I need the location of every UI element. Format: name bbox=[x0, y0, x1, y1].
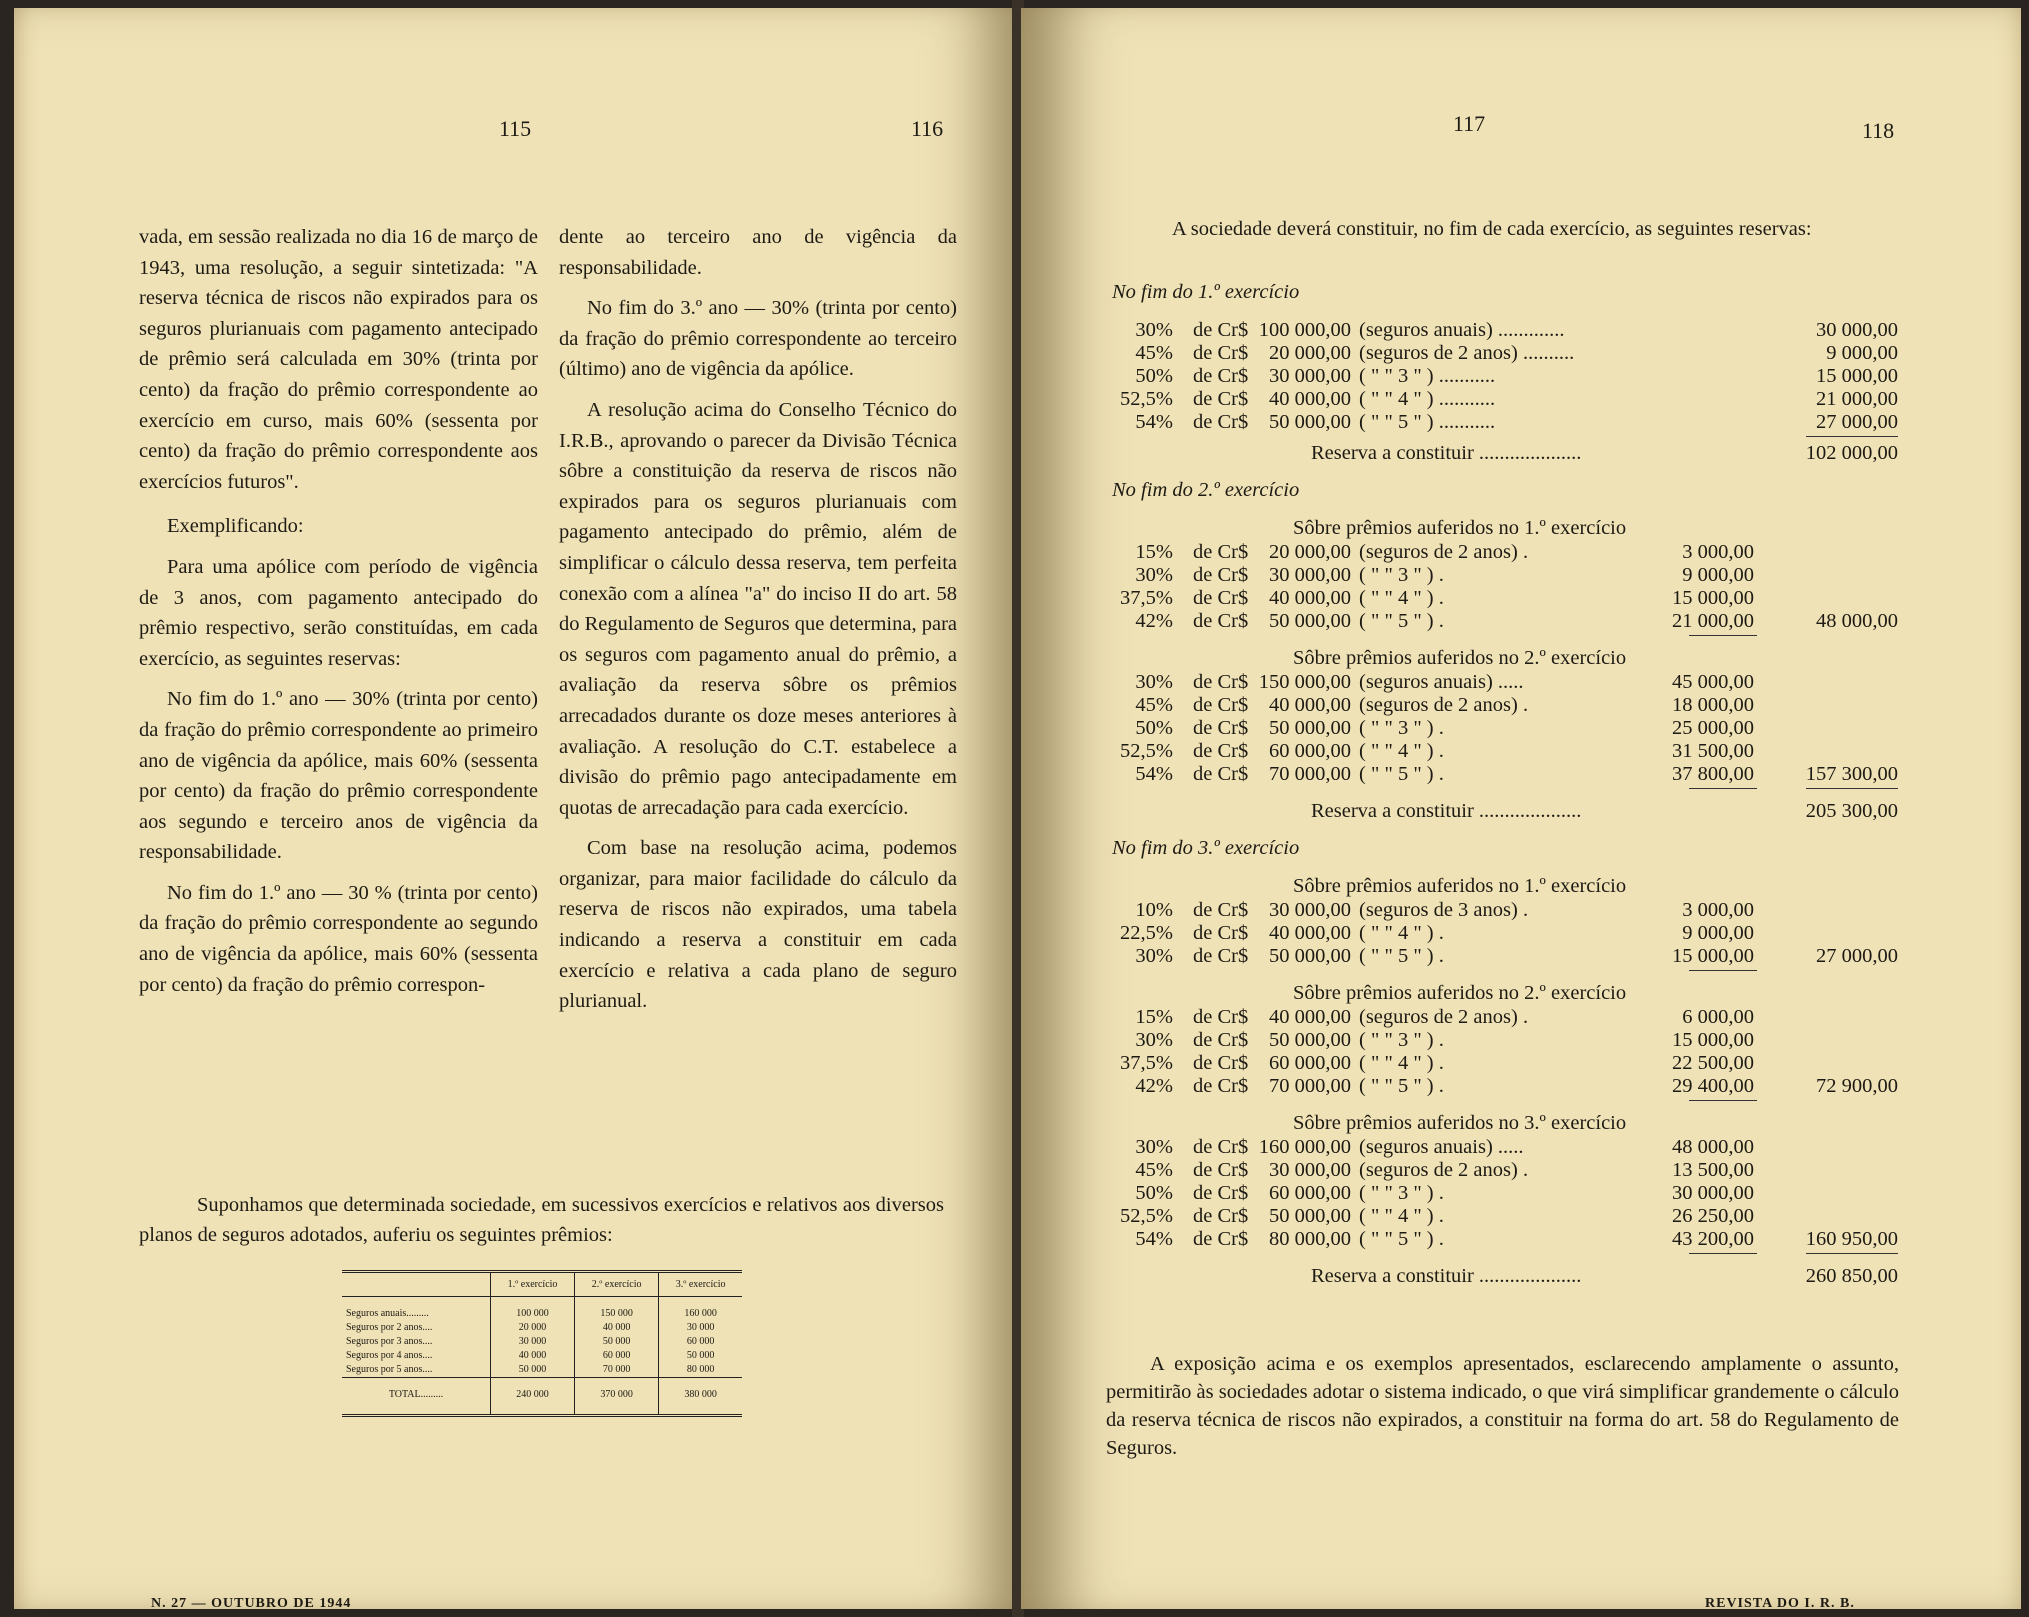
premium-amount: 40 000,00 bbox=[1269, 587, 1351, 609]
premium-amount: 20 000,00 bbox=[1269, 342, 1351, 364]
total-cell: 370 000 bbox=[575, 1378, 659, 1415]
right-page bbox=[1021, 8, 2021, 1609]
currency-label: de Cr$ bbox=[1193, 922, 1249, 944]
percentage: 54% bbox=[1135, 411, 1173, 433]
ledger-row bbox=[1021, 740, 2021, 763]
plan-detail: ( " " 5 " ) ........... bbox=[1359, 411, 1496, 433]
percentage: 37,5% bbox=[1120, 1052, 1173, 1074]
ledger-row bbox=[1021, 411, 2021, 434]
premium-amount: 40 000,00 bbox=[1269, 694, 1351, 716]
currency-label: de Cr$ bbox=[1193, 564, 1249, 586]
cell: 60 000 bbox=[659, 1335, 742, 1349]
group-subtitle: Sôbre prêmios auferidos no 1.º exercício bbox=[1293, 517, 1627, 539]
premium-amount: 50 000,00 bbox=[1269, 717, 1351, 739]
ledger-row bbox=[1021, 1052, 2021, 1075]
plan-detail: (seguros anuais) ............. bbox=[1359, 319, 1565, 341]
plan-detail: (seguros de 2 anos) .......... bbox=[1359, 342, 1575, 364]
total-cell: 240 000 bbox=[491, 1378, 575, 1415]
currency-label: de Cr$ bbox=[1193, 342, 1249, 364]
percentage: 54% bbox=[1135, 763, 1173, 785]
reserve-amount: 22 500,00 bbox=[1672, 1052, 1754, 1074]
ledger-row bbox=[1021, 1228, 2021, 1251]
ledger-row bbox=[1021, 564, 2021, 587]
currency-label: de Cr$ bbox=[1193, 694, 1249, 716]
reserve-amount: 15 000,00 bbox=[1672, 587, 1754, 609]
reserve-amount: 29 400,00 bbox=[1672, 1075, 1754, 1097]
percentage: 30% bbox=[1135, 671, 1173, 693]
group-subtitle: Sôbre prêmios auferidos no 2.º exercício bbox=[1293, 982, 1627, 1004]
currency-label: de Cr$ bbox=[1193, 587, 1249, 609]
subtotal-rule bbox=[1689, 635, 1757, 636]
plan-detail: ( " " 4 " ) . bbox=[1359, 1205, 1444, 1227]
currency-label: de Cr$ bbox=[1193, 1136, 1249, 1158]
page-number-115: 115 bbox=[499, 116, 532, 141]
reserve-amount: 30 000,00 bbox=[1816, 319, 1898, 341]
reserve-label: Reserva a constituir .................... bbox=[1311, 800, 1582, 822]
percentage: 15% bbox=[1135, 541, 1173, 563]
percentage: 30% bbox=[1135, 945, 1173, 967]
subtotal-rule bbox=[1689, 1100, 1757, 1101]
premium-amount: 70 000,00 bbox=[1269, 1075, 1351, 1097]
percentage: 42% bbox=[1135, 1075, 1173, 1097]
premium-amount: 70 000,00 bbox=[1269, 763, 1351, 785]
plan-detail: ( " " 4 " ) . bbox=[1359, 587, 1444, 609]
cell: 150 000 bbox=[575, 1297, 659, 1322]
currency-label: de Cr$ bbox=[1193, 1182, 1249, 1204]
left-page bbox=[14, 8, 1017, 1609]
total-cell: 380 000 bbox=[659, 1378, 742, 1415]
plan-detail: (seguros anuais) ..... bbox=[1359, 1136, 1524, 1158]
premium-amount: 60 000,00 bbox=[1269, 1052, 1351, 1074]
plan-detail: (seguros de 2 anos) . bbox=[1359, 1006, 1529, 1028]
table-row bbox=[342, 1363, 742, 1378]
cell: 20 000 bbox=[491, 1321, 575, 1335]
paragraph: Exemplificando: bbox=[167, 515, 304, 538]
cell: 50 000 bbox=[575, 1335, 659, 1349]
row-label: Seguros por 4 anos.... bbox=[346, 1350, 433, 1361]
plan-detail: ( " " 3 " ) . bbox=[1359, 717, 1444, 739]
table-row bbox=[342, 1335, 742, 1349]
group-total: 72 900,00 bbox=[1816, 1075, 1898, 1097]
plan-detail: ( " " 3 " ) ........... bbox=[1359, 365, 1496, 387]
plan-detail: ( " " 3 " ) . bbox=[1359, 564, 1444, 586]
reserve-amount: 30 000,00 bbox=[1672, 1182, 1754, 1204]
page-number-117: 117 bbox=[1453, 111, 1486, 136]
premium-amount: 40 000,00 bbox=[1269, 922, 1351, 944]
closing-paragraph: A exposição acima e os exemplos apresentados, esclarecendo amplamente o assunto, permitirão às sociedades adotar o sistema indicado, o que virá simplificar grandemente o cálculo da reserva técnica de riscos não expirados, a constituir na forma do art. 58 do Regulamento de Seguros. bbox=[1106, 1353, 1899, 1459]
reserve-amount: 45 000,00 bbox=[1672, 671, 1754, 693]
cell: 60 000 bbox=[575, 1349, 659, 1363]
cell: 100 000 bbox=[491, 1297, 575, 1322]
currency-label: de Cr$ bbox=[1193, 610, 1249, 632]
premium-amount: 40 000,00 bbox=[1269, 388, 1351, 410]
plan-detail: (seguros de 2 anos) . bbox=[1359, 1159, 1529, 1181]
premium-amount: 100 000,00 bbox=[1258, 319, 1351, 341]
premium-amount: 50 000,00 bbox=[1269, 1029, 1351, 1051]
ledger-row bbox=[1021, 694, 2021, 717]
ledger-row bbox=[1021, 1136, 2021, 1159]
reserve-row bbox=[1021, 800, 2021, 823]
plan-detail: ( " " 4 " ) . bbox=[1359, 1052, 1444, 1074]
premium-amount: 50 000,00 bbox=[1269, 411, 1351, 433]
cell: 160 000 bbox=[659, 1297, 742, 1322]
currency-label: de Cr$ bbox=[1193, 671, 1249, 693]
percentage: 45% bbox=[1135, 1159, 1173, 1181]
section-title: No fim do 2.º exercício bbox=[1112, 479, 1300, 501]
currency-label: de Cr$ bbox=[1193, 411, 1249, 433]
percentage: 54% bbox=[1135, 1228, 1173, 1250]
ledger-row bbox=[1021, 587, 2021, 610]
reserve-row bbox=[1021, 442, 2021, 465]
reserve-label: Reserva a constituir .................... bbox=[1311, 442, 1582, 464]
premium-amount: 80 000,00 bbox=[1269, 1228, 1351, 1250]
plan-detail: ( " " 3 " ) . bbox=[1359, 1182, 1444, 1204]
reserve-amount: 48 000,00 bbox=[1672, 1136, 1754, 1158]
ledger-row bbox=[1021, 717, 2021, 740]
plan-detail: (seguros de 2 anos) . bbox=[1359, 541, 1529, 563]
ledger-row bbox=[1021, 541, 2021, 564]
currency-label: de Cr$ bbox=[1193, 319, 1249, 341]
ledger-row bbox=[1021, 899, 2021, 922]
reserve-amount: 31 500,00 bbox=[1672, 740, 1754, 762]
reserve-amount: 43 200,00 bbox=[1672, 1228, 1754, 1250]
ledger-row bbox=[1021, 763, 2021, 786]
cell: 50 000 bbox=[491, 1363, 575, 1378]
row-label: Seguros por 2 anos.... bbox=[346, 1322, 433, 1333]
left-column-2 bbox=[559, 222, 957, 1027]
paragraph: Com base na resolução acima, podemos organizar, para maior facilidade do cálculo da reserva de riscos não expirados, uma tabela indicando a reserva a constituir em cada exercício e relativa a cada plano de seguro plurianual. bbox=[559, 837, 957, 1013]
total-rule bbox=[1806, 788, 1898, 789]
plan-detail: ( " " 4 " ) . bbox=[1359, 740, 1444, 762]
cell: 50 000 bbox=[659, 1349, 742, 1363]
row-label: Seguros por 5 anos.... bbox=[346, 1364, 433, 1375]
percentage: 52,5% bbox=[1120, 388, 1173, 410]
reserve-amount: 37 800,00 bbox=[1672, 763, 1754, 785]
page-number-118: 118 bbox=[1862, 118, 1895, 143]
table-row bbox=[342, 1349, 742, 1363]
subtotal-rule bbox=[1689, 970, 1757, 971]
premium-amount: 20 000,00 bbox=[1269, 541, 1351, 563]
ledger-row bbox=[1021, 945, 2021, 968]
plan-detail: (seguros de 3 anos) . bbox=[1359, 899, 1529, 921]
cell: 40 000 bbox=[575, 1321, 659, 1335]
paragraph: No fim do 1.º ano — 30% (trinta por cento) da fração do prêmio correspondente ao primeiro ano de vigência da apólice, mais 60% (sessenta por cento) da fração do prêmio correspondente aos segundo e terceiro anos de vigência da responsabilidade. bbox=[139, 688, 538, 864]
percentage: 52,5% bbox=[1120, 1205, 1173, 1227]
currency-label: de Cr$ bbox=[1193, 365, 1249, 387]
table-row bbox=[342, 1321, 742, 1335]
group-subtitle: Sôbre prêmios auferidos no 3.º exercício bbox=[1293, 1112, 1627, 1134]
plan-detail: ( " " 4 " ) ........... bbox=[1359, 388, 1496, 410]
intro-paragraph: A sociedade deverá constituir, no fim de cada exercício, as seguintes reservas: bbox=[1172, 218, 1812, 240]
currency-label: de Cr$ bbox=[1193, 945, 1249, 967]
reserve-amount: 15 000,00 bbox=[1672, 1029, 1754, 1051]
group-total: 160 950,00 bbox=[1805, 1228, 1898, 1250]
total-rule bbox=[1806, 1253, 1898, 1254]
reserve-amount: 9 000,00 bbox=[1682, 922, 1754, 944]
ledger-row bbox=[1021, 922, 2021, 945]
paragraph: Para uma apólice com período de vigência de 3 anos, com pagamento antecipado do prêmio respectivo, serão constituídas, em cada exercício, as seguintes reservas: bbox=[139, 555, 538, 670]
reserve-label: Reserva a constituir .................... bbox=[1311, 1265, 1582, 1287]
paragraph: No fim do 3.º ano — 30% (trinta por cento) da fração do prêmio correspondente ao terceiro (último) ano de vigência da apólice. bbox=[559, 297, 957, 381]
percentage: 52,5% bbox=[1120, 740, 1173, 762]
percentage: 10% bbox=[1135, 899, 1173, 921]
row-label: Seguros anuais......... bbox=[346, 1308, 429, 1319]
ledger-row bbox=[1021, 342, 2021, 365]
reserve-amount: 21 000,00 bbox=[1672, 610, 1754, 632]
currency-label: de Cr$ bbox=[1193, 899, 1249, 921]
reserve-total: 102 000,00 bbox=[1805, 442, 1898, 464]
currency-label: de Cr$ bbox=[1193, 1029, 1249, 1051]
currency-label: de Cr$ bbox=[1193, 740, 1249, 762]
table-total-row bbox=[342, 1378, 742, 1415]
ledger-row bbox=[1021, 671, 2021, 694]
currency-label: de Cr$ bbox=[1193, 541, 1249, 563]
table-row bbox=[342, 1297, 742, 1322]
plan-detail: ( " " 3 " ) . bbox=[1359, 1029, 1444, 1051]
reserve-total: 260 850,00 bbox=[1805, 1265, 1898, 1287]
percentage: 15% bbox=[1135, 1006, 1173, 1028]
ledger-row bbox=[1021, 319, 2021, 342]
premium-amount: 50 000,00 bbox=[1269, 1205, 1351, 1227]
plan-detail: ( " " 5 " ) . bbox=[1359, 763, 1444, 785]
reserve-amount: 3 000,00 bbox=[1682, 541, 1754, 563]
percentage: 22,5% bbox=[1120, 922, 1173, 944]
reserve-amount: 25 000,00 bbox=[1672, 717, 1754, 739]
premium-amount: 30 000,00 bbox=[1269, 564, 1351, 586]
footer-issue: N. 27 — OUTUBRO DE 1944 bbox=[151, 1596, 352, 1609]
premium-amount: 160 000,00 bbox=[1258, 1136, 1351, 1158]
group-subtitle: Sôbre prêmios auferidos no 1.º exercício bbox=[1293, 875, 1627, 897]
table-header: 1.º exercício bbox=[491, 1273, 575, 1297]
reserve-amount: 9 000,00 bbox=[1682, 564, 1754, 586]
paragraph: No fim do 1.º ano — 30 % (trinta por cento) da fração do prêmio correspondente ao segundo ano de vigência da apólice, mais 60% (sessenta por cento) da fração do prêmio correspon- bbox=[139, 881, 538, 996]
reserve-amount: 6 000,00 bbox=[1682, 1006, 1754, 1028]
percentage: 42% bbox=[1135, 610, 1173, 632]
reserve-amount: 3 000,00 bbox=[1682, 899, 1754, 921]
subtotal-rule bbox=[1689, 1253, 1757, 1254]
intro-paragraph: Suponhamos que determinada sociedade, em sucessivos exercícios e relativos aos diversos planos de seguros adotados, auferiu os seguintes prêmios: bbox=[139, 1194, 944, 1246]
premium-amount: 30 000,00 bbox=[1269, 365, 1351, 387]
premium-amount: 30 000,00 bbox=[1269, 899, 1351, 921]
ledger-row bbox=[1021, 610, 2021, 633]
group-subtitle: Sôbre prêmios auferidos no 2.º exercício bbox=[1293, 647, 1627, 669]
footer-journal: REVISTA DO I. R. B. bbox=[1705, 1596, 1855, 1609]
percentage: 45% bbox=[1135, 342, 1173, 364]
premium-table bbox=[342, 1270, 742, 1417]
percentage: 30% bbox=[1135, 1029, 1173, 1051]
premium-amount: 150 000,00 bbox=[1258, 671, 1351, 693]
left-column-1 bbox=[139, 222, 538, 1010]
reserve-amount: 9 000,00 bbox=[1826, 342, 1898, 364]
currency-label: de Cr$ bbox=[1193, 1052, 1249, 1074]
plan-detail: ( " " 5 " ) . bbox=[1359, 1228, 1444, 1250]
percentage: 37,5% bbox=[1120, 587, 1173, 609]
percentage: 30% bbox=[1135, 319, 1173, 341]
table-header: 3.º exercício bbox=[659, 1273, 742, 1297]
percentage: 50% bbox=[1135, 717, 1173, 739]
total-rule bbox=[1806, 436, 1898, 437]
ledger-row bbox=[1021, 1159, 2021, 1182]
group-total: 157 300,00 bbox=[1805, 763, 1898, 785]
percentage: 30% bbox=[1135, 1136, 1173, 1158]
section-title: No fim do 3.º exercício bbox=[1112, 837, 1300, 859]
table-bottom-rule bbox=[342, 1414, 742, 1417]
premium-amount: 60 000,00 bbox=[1269, 740, 1351, 762]
currency-label: de Cr$ bbox=[1193, 1075, 1249, 1097]
reserve-amount: 21 000,00 bbox=[1816, 388, 1898, 410]
percentage: 30% bbox=[1135, 564, 1173, 586]
currency-label: de Cr$ bbox=[1193, 1228, 1249, 1250]
premium-amount: 50 000,00 bbox=[1269, 610, 1351, 632]
reserve-amount: 15 000,00 bbox=[1816, 365, 1898, 387]
subtotal-rule bbox=[1689, 788, 1757, 789]
reserve-amount: 27 000,00 bbox=[1816, 411, 1898, 433]
paragraph: dente ao terceiro ano de vigência da responsabilidade. bbox=[559, 226, 957, 279]
currency-label: de Cr$ bbox=[1193, 1205, 1249, 1227]
plan-detail: ( " " 4 " ) . bbox=[1359, 922, 1444, 944]
row-label: Seguros por 3 anos.... bbox=[346, 1336, 433, 1347]
paragraph: vada, em sessão realizada no dia 16 de março de 1943, uma resolução, a seguir sintetizada: "A reserva técnica de riscos não expirados para os seguros plurianuais com pagamento antecipado de prêmio será calculada em 30% (trinta por cento) da fração do prêmio correspondente ao exercício em curso, mais 60% (sessenta por cento) da fração do prêmio correspondente aos exercícios futuros". bbox=[139, 226, 538, 493]
total-label: TOTAL......... bbox=[342, 1378, 491, 1415]
plan-detail: (seguros anuais) ..... bbox=[1359, 671, 1524, 693]
currency-label: de Cr$ bbox=[1193, 388, 1249, 410]
ledger-row bbox=[1021, 365, 2021, 388]
plan-detail: (seguros de 2 anos) . bbox=[1359, 694, 1529, 716]
plan-detail: ( " " 5 " ) . bbox=[1359, 610, 1444, 632]
cell: 80 000 bbox=[659, 1363, 742, 1378]
premium-amount: 30 000,00 bbox=[1269, 1159, 1351, 1181]
paragraph: A resolução acima do Conselho Técnico do I.R.B., aprovando o parecer da Divisão Técnica sôbre a constituição da reserva de riscos não expirados para os seguros plurianuais com pagamento antecipado do prêmio, além de simplificar o cálculo dessa reserva, tem perfeita conexão com a alínea "a" do inciso II do art. 58 do Regulamento de Seguros que determina, para os seguros com pagamento anual do prêmio, a avaliação da reserva sôbre os prêmios arrecadados durante os doze meses anteriores à avaliação. A resolução do C.T. estabelece a divisão do prêmio pago antecipadamente em quotas de arrecadação para cada exercício. bbox=[559, 398, 957, 819]
plan-detail: ( " " 5 " ) . bbox=[1359, 1075, 1444, 1097]
reserve-amount: 18 000,00 bbox=[1672, 694, 1754, 716]
ledger-row bbox=[1021, 1029, 2021, 1052]
plan-detail: ( " " 5 " ) . bbox=[1359, 945, 1444, 967]
currency-label: de Cr$ bbox=[1193, 763, 1249, 785]
table-header-blank bbox=[342, 1273, 491, 1297]
ledger-row bbox=[1021, 1075, 2021, 1098]
reserve-total: 205 300,00 bbox=[1805, 800, 1898, 822]
table-header: 2.º exercício bbox=[575, 1273, 659, 1297]
reserve-amount: 15 000,00 bbox=[1672, 945, 1754, 967]
cell: 30 000 bbox=[491, 1335, 575, 1349]
premium-amount: 60 000,00 bbox=[1269, 1182, 1351, 1204]
ledger-row bbox=[1021, 388, 2021, 411]
ledger-row bbox=[1021, 1182, 2021, 1205]
currency-label: de Cr$ bbox=[1193, 717, 1249, 739]
group-total: 27 000,00 bbox=[1816, 945, 1898, 967]
group-total: 48 000,00 bbox=[1816, 610, 1898, 632]
ledger-row bbox=[1021, 1006, 2021, 1029]
reserve-amount: 13 500,00 bbox=[1672, 1159, 1754, 1181]
currency-label: de Cr$ bbox=[1193, 1006, 1249, 1028]
percentage: 50% bbox=[1135, 365, 1173, 387]
reserve-row bbox=[1021, 1265, 2021, 1288]
page-number-116: 116 bbox=[911, 116, 944, 141]
premium-amount: 50 000,00 bbox=[1269, 945, 1351, 967]
currency-label: de Cr$ bbox=[1193, 1159, 1249, 1181]
percentage: 50% bbox=[1135, 1182, 1173, 1204]
percentage: 45% bbox=[1135, 694, 1173, 716]
premium-amount: 40 000,00 bbox=[1269, 1006, 1351, 1028]
section-title: No fim do 1.º exercício bbox=[1112, 281, 1300, 303]
ledger-row bbox=[1021, 1205, 2021, 1228]
cell: 30 000 bbox=[659, 1321, 742, 1335]
cell: 40 000 bbox=[491, 1349, 575, 1363]
reserve-amount: 26 250,00 bbox=[1672, 1205, 1754, 1227]
cell: 70 000 bbox=[575, 1363, 659, 1378]
